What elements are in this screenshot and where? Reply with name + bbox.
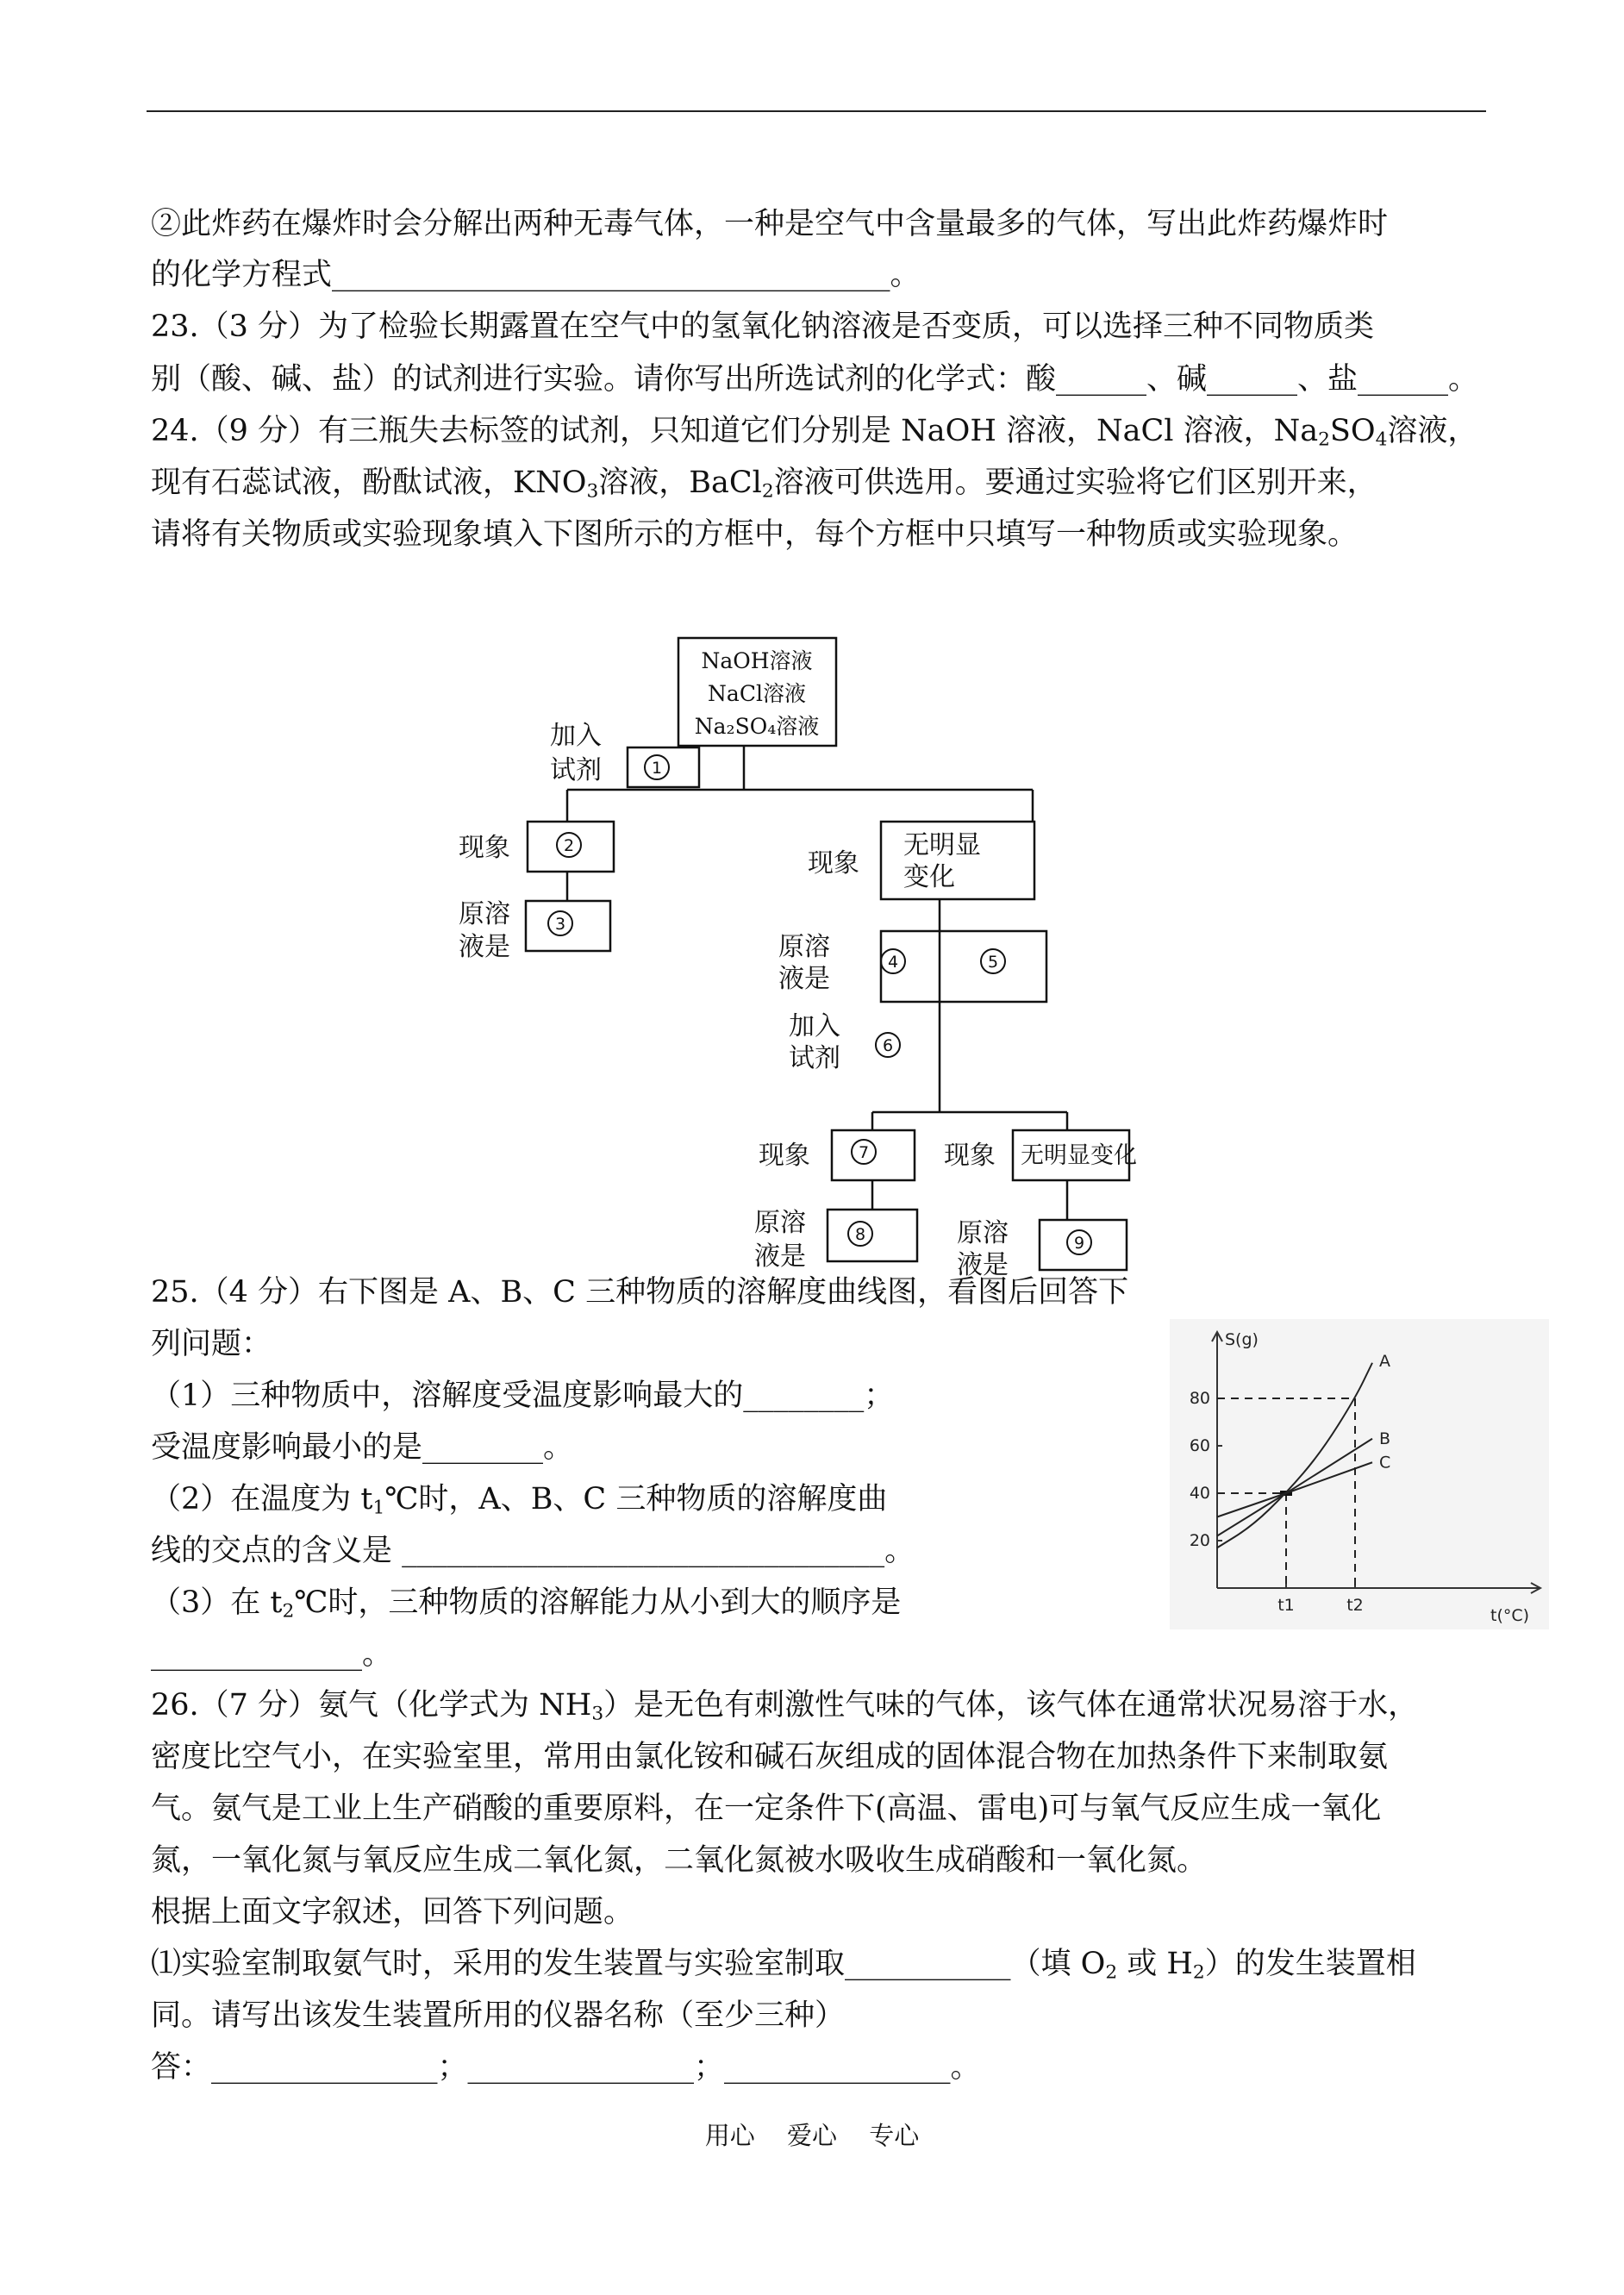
q24-line3: 请将有关物质或实验现象填入下图所示的方框中，每个方框中只填写一种物质或实验现象。 <box>151 517 1359 552</box>
q26-line1: 26.（7 分）氨气（化学式为 $NH_3$）是无色有刺激性气味的气体，该气体在通常状况易溶于水， <box>151 1688 1419 1725</box>
q26-line4: 氮，一氧化氮与氧反应生成二氧化氮，二氧化氮被水吸收生成硝酸和一氧化氮。 <box>151 1843 1208 1878</box>
q25-line1: 25.（4 分）右下图是 A、B、C 三种物质的溶解度曲线图，看图后回答下 <box>151 1275 1129 1310</box>
box-1 <box>628 747 699 787</box>
label-add-1a: 加入 <box>550 721 602 751</box>
circle-4: 4 <box>887 953 899 972</box>
top-box-line2: NaCl溶液 <box>708 681 806 706</box>
label-orig-3b: 液是 <box>754 1241 806 1272</box>
label-phen-2: 现象 <box>808 848 859 879</box>
header-rule <box>147 110 1486 112</box>
box-3 <box>526 901 610 951</box>
label-orig-2a: 原溶 <box>778 932 830 962</box>
no-change-line2: 变化 <box>903 862 955 892</box>
q22-line2: 的化学方程式_____________________________________。 <box>151 258 921 292</box>
q25-line2: 列问题： <box>151 1327 272 1361</box>
no-change-inline: 无明显变化 <box>1021 1142 1137 1169</box>
label-orig-3a: 原溶 <box>754 1208 806 1238</box>
y-tick-label: 40 <box>1189 1484 1210 1503</box>
circle-8: 8 <box>854 1225 866 1244</box>
label-phen-3: 现象 <box>759 1141 810 1171</box>
circle-9: 9 <box>1073 1234 1085 1253</box>
q22-line1: ②此炸药在爆炸时会分解出两种无毒气体，一种是空气中含量最多的气体，写出此炸药爆炸时 <box>151 207 1389 241</box>
label-orig-4a: 原溶 <box>957 1218 1009 1248</box>
circle-3: 3 <box>554 915 566 934</box>
label-orig-1b: 液是 <box>459 932 510 962</box>
q26-line3: 气。氨气是工业上生产硝酸的重要原料，在一定条件下(高温、雷电)可与氧气反应生成一氧化 <box>151 1792 1382 1826</box>
y-tick-label: 80 <box>1189 1389 1210 1408</box>
circle-2: 2 <box>563 836 575 855</box>
circle-5: 5 <box>987 953 999 972</box>
label-add-2a: 加入 <box>789 1011 840 1041</box>
reagent-flowchart <box>431 625 1224 1280</box>
q23-line2: 别（酸、碱、盐）的试剂进行实验。请你写出所选试剂的化学式：酸______、碱______、盐______。 <box>151 362 1479 397</box>
label-phen-4: 现象 <box>944 1141 996 1171</box>
no-change-line1: 无明显 <box>903 830 981 860</box>
q25-line3: （1）三种物质中，溶解度受温度影响最大的________； <box>151 1379 895 1413</box>
label-add-2b: 试剂 <box>789 1043 840 1073</box>
label-phen-1: 现象 <box>459 833 510 863</box>
y-tick-label: 20 <box>1189 1531 1210 1550</box>
top-box-line3: Na₂SO₄溶液 <box>694 714 820 739</box>
label-orig-4b: 液是 <box>957 1250 1009 1280</box>
series-C-label: C <box>1379 1453 1391 1473</box>
circle-7: 7 <box>858 1143 870 1162</box>
x-axis-label: t(°C) <box>1490 1606 1530 1625</box>
label-add-1b: 试剂 <box>550 755 602 785</box>
series-B-label: B <box>1379 1429 1391 1448</box>
q25-line6: 线的交点的含义是 ________________________________。 <box>151 1534 915 1568</box>
x-tick-label: t2 <box>1346 1596 1364 1615</box>
q26-line5: 根据上面文字叙述，回答下列问题。 <box>151 1895 634 1929</box>
series-C-line <box>1217 1462 1372 1516</box>
q26-line6: ⑴实验室制取氨气时，采用的发生装置与实验室制取___________（填 $O_2$ 或 $H_2$）的发生装置相 <box>151 1947 1416 1984</box>
label-orig-1a: 原溶 <box>459 899 510 929</box>
y-tick-label: 60 <box>1189 1436 1210 1455</box>
box-4-5 <box>881 931 1046 1002</box>
q25-line8: ______________。 <box>151 1637 393 1672</box>
series-B-line <box>1217 1439 1372 1536</box>
q26-line8: 答：_______________；_______________；_______________。 <box>151 2050 981 2085</box>
q25-line7: （3）在 $t_2℃$时，三种物质的溶解能力从小到大的顺序是 <box>151 1585 902 1623</box>
box-7 <box>832 1130 915 1180</box>
page-footer: 用心 爱心 专心 <box>704 2121 920 2150</box>
q26-line2: 密度比空气小，在实验室里，常用由氯化铵和碱石灰组成的固体混合物在加热条件下来制取氨 <box>151 1740 1389 1774</box>
series-A-label: A <box>1379 1351 1390 1371</box>
series-A-line <box>1217 1363 1372 1548</box>
label-orig-2b: 液是 <box>778 964 830 994</box>
solubility-chart <box>1170 1319 1549 1629</box>
q25-line5: （2）在温度为 $t_1℃$时，A、B、C 三种物质的溶解度曲 <box>151 1482 888 1519</box>
circle-6: 6 <box>882 1036 894 1055</box>
circle-1: 1 <box>651 759 663 778</box>
q26-line7: 同。请写出该发生装置所用的仪器名称（至少三种） <box>151 1998 846 2033</box>
q24-line1: 24.（9 分）有三瓶失去标签的试剂，只知道它们分别是 NaOH 溶液，NaCl 溶液，$Na_2SO_4$溶液， <box>151 414 1478 451</box>
q25-line4: 受温度影响最小的是________。 <box>151 1430 574 1465</box>
q24-line2: 现有石蕊试液，酚酞试液，$KNO_3$溶液，BaCl$_2$溶液可供选用。要通过实验将它们区别开来， <box>151 466 1377 503</box>
q23-line1: 23.（3 分）为了检验长期露置在空气中的氢氧化钠溶液是否变质，可以选择三种不同物质类 <box>151 310 1375 344</box>
top-box-line1: NaOH溶液 <box>701 648 813 673</box>
y-axis-label: S(g) <box>1225 1330 1259 1349</box>
x-tick-label: t1 <box>1277 1596 1295 1615</box>
